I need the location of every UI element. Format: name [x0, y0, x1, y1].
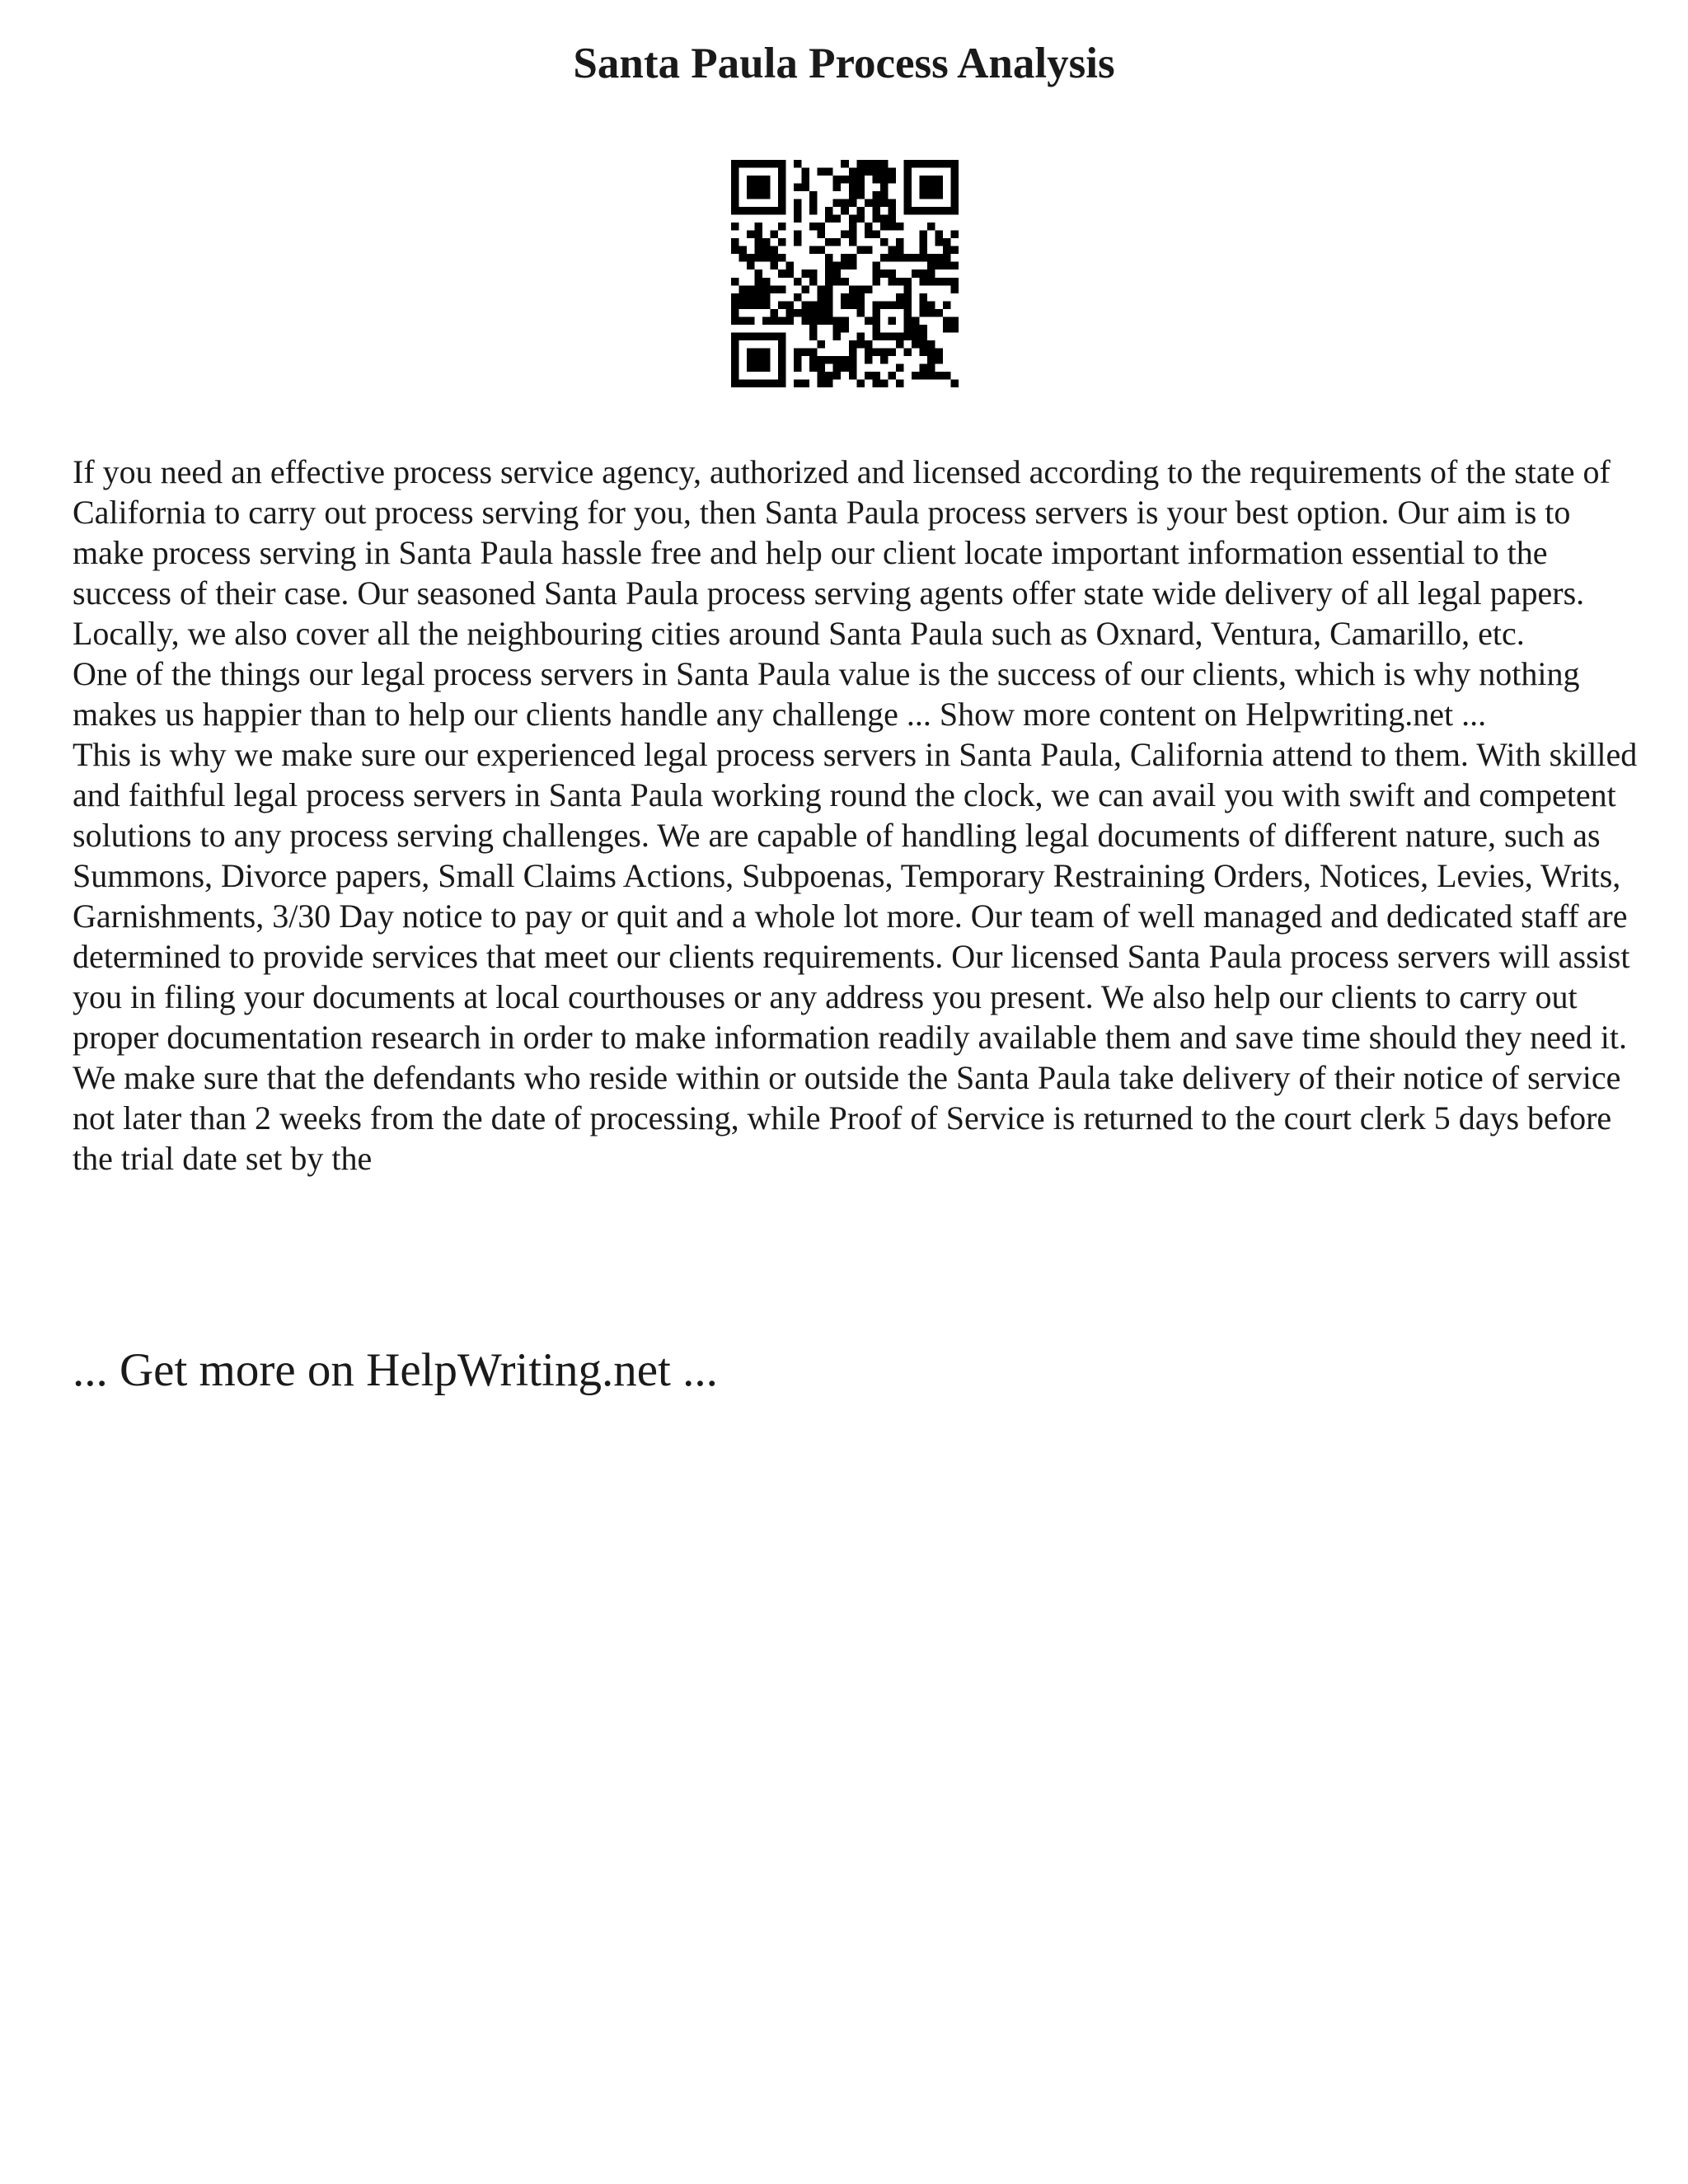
body-paragraph-2: One of the things our legal process servers in Santa Paula value is the success of our clients, which is why nothing makes us happier than to help our clients handle any challenge ... Show more content on Helpwriting.net ...: [73, 655, 1580, 733]
body-paragraph-3: This is why we make sure our experienced legal process servers in Santa Paula, California attend to them. With skilled and faithful legal process servers in Santa Paula working round the clock, we can avail you with swift and competent solutions to any process serving challenges. We are capable of handling legal documents of different nature, such as Summons, Divorce papers, Small Claims Actions, Subpoenas, Temporary Restraining Orders, Notices, Levies, Writs, Garnishments, 3/30 Day notice to pay or quit and a whole lot more. Our team of well managed and dedicated staff are determined to provide services that meet our clients requirements. Our licensed Santa Paula process servers will assist you in filing your documents at local courthouses or any address you present. We also help our clients to carry out proper documentation research in order to make information readily available them and save time should they need it. We make sure that the defendants who reside within or outside the Santa Paula take delivery of their notice of service not later than 2 weeks from the date of processing, while Proof of Service is returned to the court clerk 5 days before the trial date set by the: [73, 736, 1638, 1177]
page-title: Santa Paula Process Analysis: [573, 40, 1115, 87]
get-more-link[interactable]: ... Get more on HelpWriting.net ...: [73, 1344, 718, 1396]
document-body: [73, 452, 1639, 1179]
body-paragraph-1: If you need an effective process service agency, authorized and licensed according to the requirements of the state of California to carry out process serving for you, then Santa Paula process servers is your best option. Our aim is to make process serving in Santa Paula hassle free and help our client locate important information essential to the success of their case. Our seasoned Santa Paula process serving agents offer state wide delivery of all legal papers. Locally, we also cover all the neighbouring cities around Santa Paula such as Oxnard, Ventura, Camarillo, etc.: [73, 453, 1611, 652]
qr-code-icon: [731, 160, 959, 387]
